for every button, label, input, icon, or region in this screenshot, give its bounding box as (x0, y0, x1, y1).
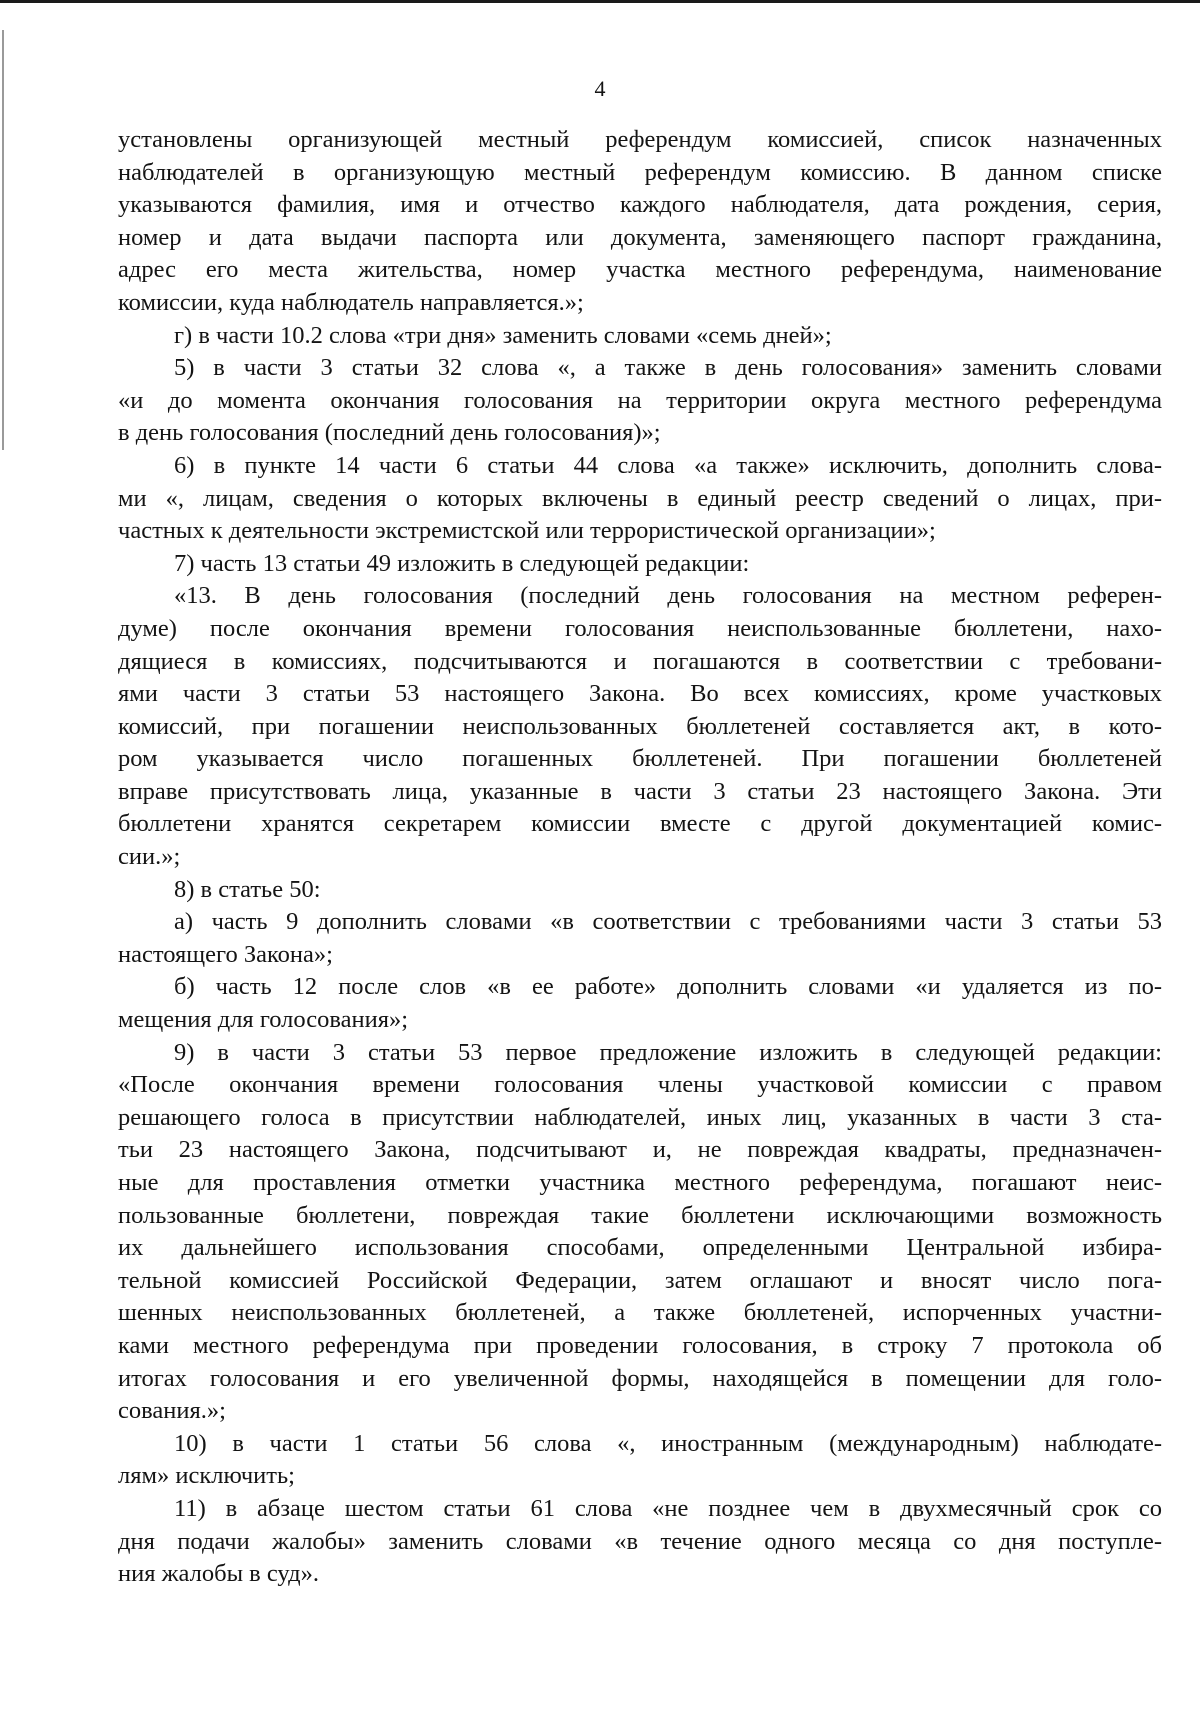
text-line: 7) часть 13 статьи 49 изложить в следующей редакции: (174, 549, 750, 577)
text-line: указываются фамилия, имя и отчество каждого наблюдателя, дата рождения, серия, (118, 191, 1162, 219)
page-number: 4 (594, 76, 606, 101)
text-line: 9) в части 3 статьи 53 первое предложение изложить в следующей редакции: (174, 1038, 1162, 1066)
text-line: 6) в пункте 14 части 6 статьи 44 слова «а также» исключить, дополнить слова- (174, 451, 1162, 479)
scan-top-border (0, 0, 1200, 3)
text-line: в день голосования (последний день голосования)»; (118, 419, 661, 447)
text-line: наблюдателей в организующую местный референдум комиссию. В данном списке (118, 158, 1162, 186)
text-line: б) часть 12 после слов «в ее работе» дополнить словами «и удаляется из по- (174, 973, 1162, 1001)
text-line: ками местного референдума при проведении голосования, в строку 7 протокола об (118, 1331, 1162, 1359)
text-line: дня подачи жалобы» заменить словами «в течение одного месяца со дня поступле- (118, 1527, 1162, 1555)
text-line: решающего голоса в присутствии наблюдателей, иных лиц, указанных в части 3 ста- (118, 1103, 1162, 1131)
text-line: ями части 3 статьи 53 настоящего Закона. Во всех комиссиях, кроме участковых (118, 680, 1162, 708)
text-line: мещения для голосования»; (118, 1006, 409, 1034)
text-line: вправе присутствовать лица, указанные в части 3 статьи 23 настоящего Закона. Эти (118, 777, 1162, 805)
text-line: «После окончания времени голосования члены участковой комиссии с правом (118, 1071, 1162, 1099)
text-line: «13. В день голосования (последний день голосования на местном референ- (174, 582, 1162, 610)
text-line: дящиеся в комиссиях, подсчитываются и погашаются в соответствии с требовани- (118, 647, 1162, 675)
text-line: установлены организующей местный референдум комиссией, список назначенных (118, 126, 1162, 153)
text-line: сии.»; (118, 843, 181, 871)
document-body (118, 124, 1162, 1591)
text-line: 8) в статье 50: (174, 875, 321, 903)
text-line: бюллетени хранятся секретарем комиссии вместе с другой документацией комис- (118, 810, 1162, 838)
text-line: ром указывается число погашенных бюллетеней. При погашении бюллетеней (118, 745, 1162, 773)
text-line: 10) в части 1 статьи 56 слова «, иностранным (международным) наблюдате- (174, 1429, 1162, 1457)
text-line: думе) после окончания времени голосования неиспользованные бюллетени, нахо- (118, 614, 1162, 642)
text-line: 5) в части 3 статьи 32 слова «, а также в день голосования» заменить словами (174, 354, 1162, 382)
text-line: комиссии, куда наблюдатель направляется.»; (118, 288, 584, 316)
text-line: итогах голосования и его увеличенной формы, находящейся в помещении для голо- (118, 1364, 1162, 1392)
text-line: адрес его места жительства, номер участка местного референдума, наименование (118, 256, 1162, 284)
text-line: тьи 23 настоящего Закона, подсчитывают и, не повреждая квадраты, предназначен- (118, 1136, 1162, 1164)
text-line: ми «, лицам, сведения о которых включены в единый реестр сведений о лицах, при- (118, 484, 1162, 512)
text-line: лям» исключить; (118, 1462, 295, 1490)
text-line: частных к деятельности экстремистской или террористической организации»; (118, 517, 936, 545)
text-line: комиссий, при погашении неиспользованных бюллетеней составляется акт, в кото- (118, 712, 1162, 740)
text-line: номер и дата выдачи паспорта или документа, заменяющего паспорт гражданина, (118, 223, 1162, 251)
text-line: пользованные бюллетени, повреждая такие бюллетени исключающими возможность (118, 1201, 1162, 1229)
text-line: а) часть 9 дополнить словами «в соответствии с требованиями части 3 статьи 53 (174, 908, 1162, 936)
text-line: «и до момента окончания голосования на территории округа местного референдума (118, 386, 1162, 414)
text-line: сования.»; (118, 1397, 226, 1425)
text-line: их дальнейшего использования способами, определенными Центральной избира- (118, 1234, 1162, 1262)
text-line: ные для проставления отметки участника местного референдума, погашают неис- (118, 1169, 1162, 1196)
text-line: шенных неиспользованных бюллетеней, а также бюллетеней, испорченных участни- (118, 1299, 1162, 1327)
text-line: ния жалобы в суд». (118, 1560, 319, 1588)
text-line: 11) в абзаце шестом статьи 61 слова «не позднее чем в двухмесячный срок со (174, 1494, 1162, 1522)
text-line: г) в части 10.2 слова «три дня» заменить словами «семь дней»; (174, 321, 832, 349)
text-line: настоящего Закона»; (118, 940, 333, 968)
text-line: тельной комиссией Российской Федерации, затем оглашают и вносят число пога- (118, 1266, 1162, 1294)
